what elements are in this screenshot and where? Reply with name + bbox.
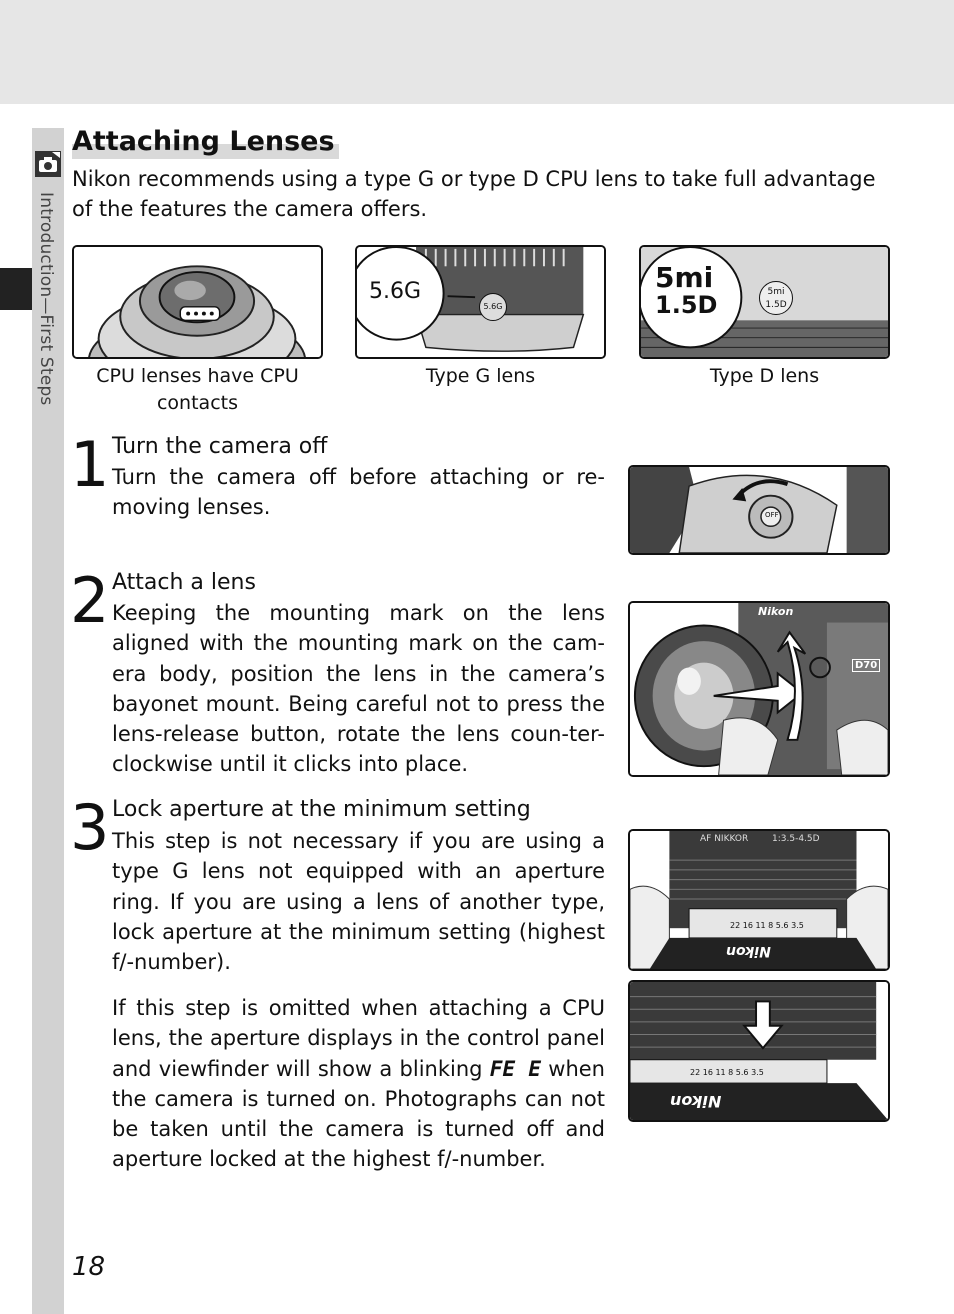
step-1-body: Turn the camera off before attaching or re-moving lenses. [112, 465, 605, 520]
camera-brand-label: Nikon [670, 1092, 722, 1111]
power-switch-off-label: OFF [765, 511, 779, 519]
type-d-small-top: 5mi [767, 287, 785, 297]
caption-line: CPU lenses have CPU [96, 365, 299, 387]
type-d-caption: Type D lens [709, 365, 820, 387]
type-d-label-small [759, 281, 793, 315]
step-3-note [112, 993, 605, 1175]
step-3-number: 3 [70, 791, 110, 864]
step-1-number: 1 [70, 428, 110, 501]
step-2-title: Attach a lens [112, 570, 256, 595]
camera-model-label: D70 [852, 659, 880, 672]
note-text-before: If this step is omitted when attaching a CPU lens, the aperture displays in the control panel and viewfinder will show a blinking [112, 996, 605, 1081]
page-number: 18 [72, 1252, 106, 1282]
type-g-label-zoom: 5.6G [369, 279, 422, 304]
aperture-ring-image [628, 829, 890, 971]
camera-brand-label: Nikon [726, 943, 771, 959]
page-title: Attaching Lenses [72, 126, 339, 159]
type-d-label-zoom-bottom: 1.5D [655, 291, 718, 319]
type-g-label-small: 5.6G [479, 293, 507, 321]
lens-name-label: AF NIKKOR [700, 834, 749, 844]
camera-icon [34, 150, 62, 178]
aperture-lock-image [628, 980, 890, 1122]
note-text-after: when the camera is turned on. Photographs can not be taken until the camera is turned off and aperture locked at the highest f/-number. [112, 1056, 605, 1172]
step-2-body: Keeping the mounting mark on the lens aligned with the mounting mark on the cam-era body, position the lens in the camera’s bayonet mount. Being careful not to press the lens-release button, rotate the lens coun-ter-clockwise until it clicks into place. [112, 601, 605, 777]
type-d-label-zoom-top: 5mi [655, 261, 714, 294]
step-3-title: Lock aperture at the minimum setting [112, 797, 531, 822]
section-tab-marker [0, 268, 32, 310]
camera-brand-label: Nikon [758, 605, 794, 618]
sidebar-section-label: Introduction—First Steps [36, 192, 56, 406]
step-3-body: This step is not necessary if you are using a type G lens not equipped with an aperture ring. If you are using a lens of another type, lock aperture at the minimum setting (highest f/-number). [112, 829, 605, 975]
step-1-title: Turn the camera off [112, 434, 328, 459]
header-band [0, 0, 954, 104]
aperture-scale-label: 22 16 11 8 5.6 3.5 [730, 921, 804, 930]
type-d-small-bottom: 1.5D [765, 300, 787, 310]
type-g-caption: Type G lens [425, 365, 536, 387]
aperture-scale-label: 22 16 11 8 5.6 3.5 [690, 1068, 764, 1077]
attach-lens-image [628, 601, 890, 777]
cpu-contacts-caption [72, 363, 323, 417]
cpu-contacts-image [72, 245, 323, 359]
lens-ratio-label: 1:3.5-4.5D [772, 834, 820, 844]
intro-paragraph: Nikon recommends using a type G or type D CPU lens to take full advantage of the features the camera offers. [72, 167, 876, 221]
caption-line: contacts [156, 392, 238, 414]
power-switch-image [628, 465, 890, 555]
blinking-aperture-code: FE E [489, 1056, 541, 1081]
step-2-number: 2 [70, 564, 110, 637]
type-d-lens-image [639, 245, 890, 359]
type-g-lens-image [355, 245, 606, 359]
